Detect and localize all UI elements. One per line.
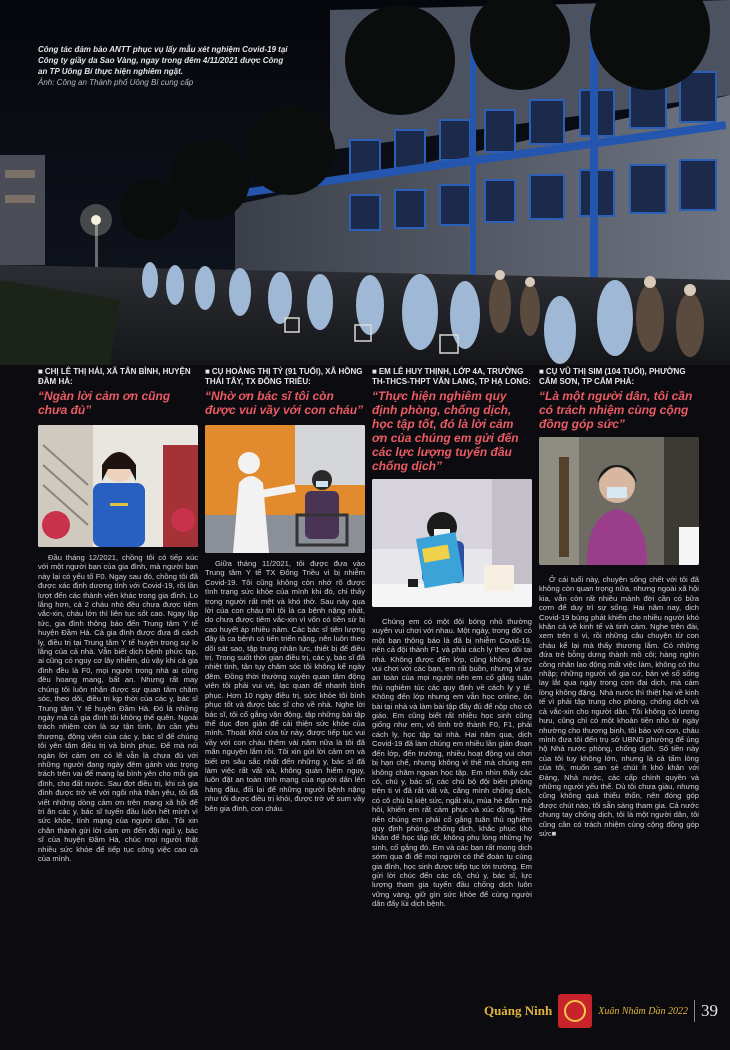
portrait-photo — [372, 479, 532, 607]
tet-stamp-icon — [558, 994, 592, 1028]
caption-text: Công tác đảm bảo ANTT phục vụ lấy mẫu xét nghiệm Covid-19 tại Công ty giầy da Sao Vàng, ngay trong đêm 4/11/2021 được Công an TP Uông Bí thực hiện nghiêm ngặt. — [38, 45, 288, 76]
article-body: Đầu tháng 12/2021, chồng tôi có tiếp xúc với một người bạn của gia đình, mà người bạn này lại có yếu tố F0. Ngay sau đó, chồng tôi đã được xác định dương tính với Covid-19, rồi lần lượt đến các thành viên khác trong gia đình. Lo lắng hơn, cả 2 cháu nhỏ đều chưa được tiêm vắc-xin, cháu lớn thì liên tục sốt cao. Ngay lập tức, gia đình thông báo đến Trung tâm Y tế huyện Đầm Hà. Cả gia đình được đưa đi cách ly, điều trị tại Trung tâm Y tế huyện trong sự lo lắng của cả nhà. Vẫn biết dịch bệnh phức tạp, ai cũng có nguy cơ lây nhiễm, dù vậy khi cả gia đình đều là F0, mọi người trong nhà ai cũng đều hoang mang, bất an. Nhưng rất may chúng tôi luôn nhận được sự quan tâm chăm sóc, theo dõi, điều trị kịp thời của các y, bác sĩ Trung tâm Y tế huyện Đầm Hà. Đó là những ngày mà cả gia đình tôi không thể quên. Ngoài trách nhiệm còn là sự tận tình, ân cần yêu thương, động viên của các y, bác sĩ để chúng tôi yên tâm điều trị và bình phục. Để mà nói ngàn lời cảm ơn có lẽ vẫn là chưa đủ với những người đang ngày đêm gánh vác trọng trách trên vai để mang lại bình yên cho mỗi gia đình, cho đất nước. Sau đợt điều trị, khi cả gia đình được trở về với ngôi nhà thân yêu, tôi đã viết những dòng cảm ơn trên mạng xã hội để tri ân các y, bác sĩ tuyến đầu luôn hết mình vì sức khỏe, tính mạng của người dân. Tôi xin chân thành gửi lời cảm ơn đến đội ngũ y, bác sĩ của huyện Đầm Hà, chúc mọi người thật nhiều sức khỏe để tiếp tục công việc cao cả của mình. — [38, 553, 198, 863]
article-body: Giữa tháng 11/2021, tôi được đưa vào Trung tâm Y tế TX Đông Triều vì bị nhiễm Covid-19. Tôi cũng không còn nhớ rõ được tình trạng sức khỏe của mình khi đó, chỉ thấy trong người rất mệt và khó thở. Sau này qua lời của con cháu thì tôi là ca bệnh nặng nhất, do chưa được tiêm vắc-xin vì vốn có tiền sử bị cao huyết áp nhiều năm. Các bác sĩ tiên lượng đây là ca bệnh có tiến triển nặng, nên luôn theo dõi sát sao, tập trung nhân lực, thiết bị để điều trị. Trong suốt thời gian điều trị, các y, bác sĩ đã nhiệt tình, tận tụy chăm sóc tôi không kể ngày đêm. Đồng thời thường xuyên quan tâm động viên tôi phải vui vẻ, lạc quan để nhanh bình phục. Hơn 10 ngày điều trị, sức khỏe tôi bình phục tốt và được bác sĩ cho về nhà. Nghe lời bác sĩ, tôi cố gắng vận động, tập những bài tập thể dục đơn giản để cải thiện sức khỏe của mình. Thoát khỏi cửa tử này, được tiếp tục vui vầy với con cháu thêm vài năm nữa là tôi đã mãn nguyện lắm rồi. Tôi xin gửi lời cảm ơn và biết ơn sâu sắc nhất đến những y, bác sĩ đã làm việc rất vất vả, không quản hiểm nguy, luôn đặt an toàn tính mạng của người dân lên hàng đầu, đối lại để những người bệnh nặng như tôi được điều trị khỏi, được trở về sum vầy bên gia đình, con cháu. — [205, 559, 366, 813]
byline-text: CỤ HOÀNG THỊ TÝ (91 TUỔI), XÃ HỒNG THÁI TÂY, TX ĐÔNG TRIỀU: — [205, 367, 363, 386]
byline-text: CỤ VŨ THỊ SIM (104 TUỔI), PHƯỜNG CẨM SƠN, TP CẨM PHẢ: — [539, 367, 686, 386]
byline — [38, 367, 198, 387]
byline-text: EM LÊ HUY THỊNH, LỚP 4A, TRƯỜNG TH-THCS-THPT VĂN LANG, TP HẠ LONG: — [372, 367, 531, 386]
byline — [539, 367, 699, 387]
boy-reading-book-image — [372, 479, 532, 607]
pull-quote: “Là một người dân, tôi cần có trách nhiệm cùng cộng đồng góp sức” — [539, 389, 693, 431]
elderly-woman-portrait-image — [539, 437, 699, 565]
byline-text: CHỊ LÊ THỊ HẢI, XÃ TÂN BÌNH, HUYỆN ĐẦM HÀ: — [38, 367, 191, 386]
photo-caption — [38, 44, 288, 88]
column-hoang-thi-ty — [205, 367, 365, 813]
byline — [205, 367, 365, 387]
portrait-photo — [539, 437, 699, 565]
portrait-photo — [38, 425, 198, 547]
bullet-square-icon: ■ — [205, 367, 210, 376]
column-le-huy-thinh — [372, 367, 532, 909]
page-number: 39 — [701, 1001, 718, 1020]
article-body: Ở cái tuổi này, chuyện sống chết với tôi đã không còn quan trọng nữa, nhưng ngoài xã hội kia, vẫn còn rất nhiều mảnh đời cần có bữa cơm để duy trì sự sống. Hai năm nay, dịch Covid-19 bùng phát khiến cho nhiều người khó khăn cả về kinh tế và tinh cảm. Nghe trên đài, xem trên ti vi, rồi những câu chuyện từ con cháu kể lại mà thấy thương lắm. Có những đứa trẻ bỗng dưng thành mồ côi; hàng nghìn công nhân lao động mất việc làm, không có thu nhập; những người vô gia cư, bán vé số sống lay lắt qua ngày trong cơn đại dịch, mà cảm lòng không đặng. Nhà nước thì thiệt hại về kinh tế vì phải tập trung cho phòng, chống dịch và cả vắc-xin cho người dân. Tôi không có lương hưu, cũng chỉ có một khoản tiền nhỏ từ ngày nhường cho thương binh, tôi bảo với con, cháu mình đưa tôi đến trụ sở UBND phường để ủng hộ Nhà nước phòng, chống dịch. Số tiền này của tôi tuy không lớn, nhưng là cả tấm lòng của tôi, muốn san sẻ chút ít khó khăn với Đảng, Nhà nước, các cấp chính quyền và những người yếu thế. Dù tôi chưa giàu, nhưng cũng không quá thiếu thốn, nên đóng góp được chút nào, tôi sẵn sàng tham gia. Cả nước chung tay chống dịch, tôi là một người dân, tôi cũng cần có trách nhiệm cùng cộng đồng góp sức■ — [539, 575, 699, 838]
pull-quote: “Nhờ ơn bác sĩ tôi còn được vui vầy với con cháu” — [205, 389, 364, 417]
pull-quote: “Ngàn lời cảm ơn cũng chưa đủ” — [38, 389, 171, 417]
article-body: Chúng em có một đội bóng nhỏ thường xuyên vui chơi với nhau. Một ngày, trong đội có một bạn thông báo là đã bị nhiễm Covid-19, nên cả đội thành F1 và phải cách ly theo dõi tại nhà. Không được đến lớp, cũng không được vui chơi với các bạn, em rất buồn, nhưng vì sự an toàn của mọi người nên em cố gắng tuân thủ nghiêm túc các quy định về cách ly y tế. Không đến lớp nhưng em vẫn học online, ôn bài tại nhà và làm bài tập đầy đủ để nộp cho cô giáo. Em cũng biết rất nhiều học sinh cũng giống như em, vô tình trở thành F0, F1, phải cách ly, học tập tại nhà. Hai năm qua, dịch Covid-19 đã làm chúng em nhiều lần gián đoạn đến lớp, đến trường, nhiều hoạt động vui chơi bị hạn chế, nhưng không vì thế mà chúng em không chăm ngoan học tập. Em nhìn thấy các cô, chú y, bác sĩ, các chú bộ đội biên phòng trên ti vi đã rất vất vả, căng mình chống dịch, có cô chú bị kiệt sức, ngất xỉu, mùa hè đắm mồ hôi, khiến em rất cảm phục và xúc động. Thế nên chúng em phải cố gắng tuân thủ nghiêm quy định phòng, chống dịch, khắc phục khó khăn để học tập tốt, không phụ lòng những hy sinh, cố gắng đó. Em và các bạn rất mong dịch sớm qua đi để mọi người có thể đoàn tụ cùng gia đình, học sinh được tiếp tục tới trường. Em gửi lời chúc đến các cô, chú y, bác sĩ, lực lượng tham gia tuyến đầu chống dịch luôn vững vàng, giữ gìn sức khỏe để cùng người dân đẩy lùi dịch bệnh. — [372, 617, 532, 909]
portrait-photo — [205, 425, 365, 553]
bullet-square-icon: ■ — [372, 367, 377, 376]
bullet-square-icon: ■ — [38, 367, 43, 376]
hero-photo — [0, 0, 730, 365]
byline — [372, 367, 532, 387]
column-vu-thi-sim — [539, 367, 699, 838]
divider — [694, 1000, 695, 1022]
pull-quote: “Thực hiện nghiêm quy định phòng, chống dịch, học tập tốt, đó là lời cảm ơn của chúng em gửi đến các lực lượng tuyến đầu chống dịch” — [372, 389, 519, 473]
medic-with-elderly-patient-image — [205, 425, 365, 553]
column-le-thi-hai — [38, 367, 198, 863]
woman-in-blue-uniform-image — [38, 425, 198, 547]
bullet-square-icon: ■ — [539, 367, 544, 376]
issue-label: Xuân Nhâm Dần 2022 — [598, 1005, 688, 1017]
photo-credit: Ảnh: Công an Thành phố Uông Bí cung cấp — [38, 78, 194, 87]
page-footer — [484, 995, 718, 1027]
magazine-brand: Quảng Ninh — [483, 1003, 553, 1018]
